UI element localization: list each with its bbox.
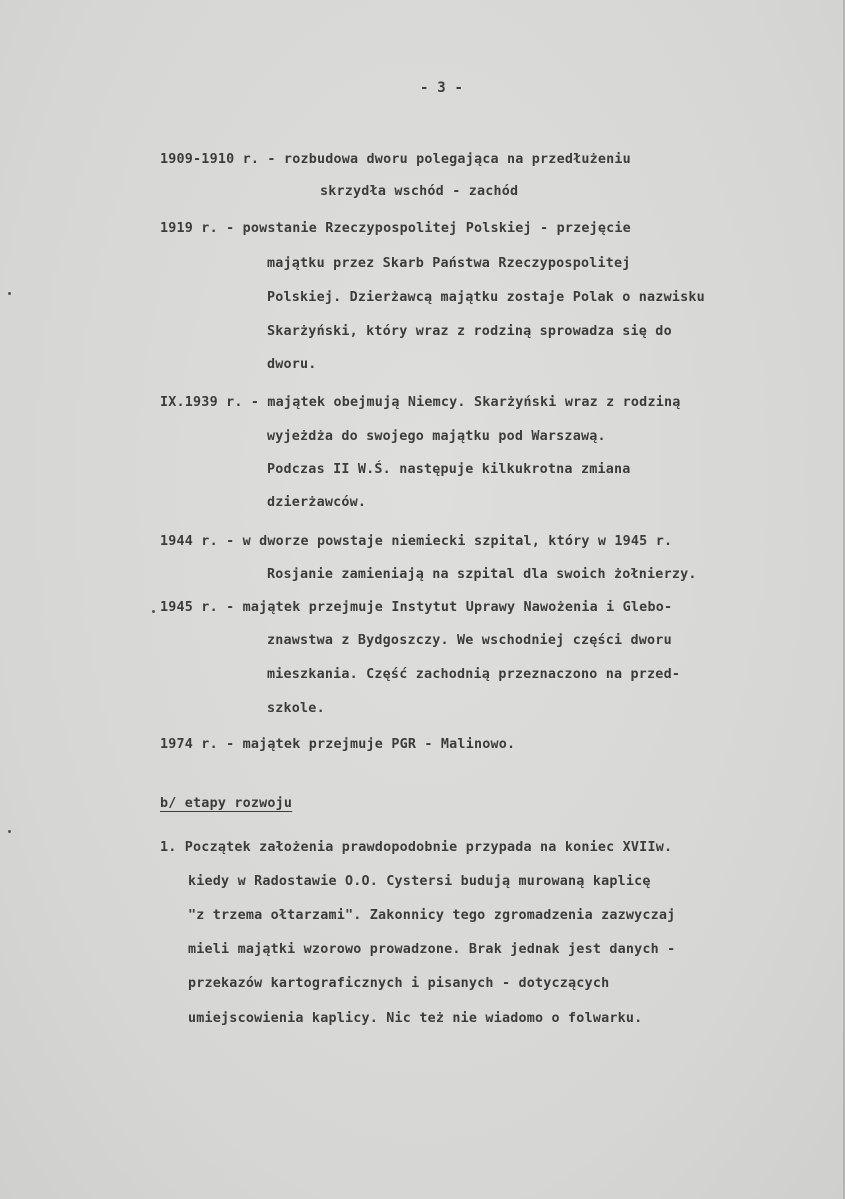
- entry-line: 1945 r. - majątek przejmuje Instytut Uprawy Nawożenia i Glebo-: [160, 600, 673, 615]
- paragraph-line: kiedy w Radostawie O.O. Cystersi budują murowaną kaplicę: [188, 874, 651, 889]
- entry-line: 1909-1910 r. - rozbudowa dworu polegająca na przedłużeniu: [160, 152, 631, 167]
- entry-line: znawstwa z Bydgoszczy. We wschodniej części dworu: [267, 633, 672, 648]
- entry-line: dzierżawców.: [267, 495, 367, 510]
- paragraph-line: umiejscowienia kaplicy. Nic też nie wiadomo o folwarku.: [188, 1011, 643, 1026]
- paragraph-line: "z trzema ołtarzami". Zakonnicy tego zgromadzenia zazwyczaj: [188, 908, 676, 923]
- entry-line: IX.1939 r. - majątek obejmują Niemcy. Skarżyński wraz z rodziną: [160, 395, 681, 410]
- paragraph-line: przekazów kartograficznych i pisanych - dotyczących: [188, 976, 610, 991]
- scan-speck: [8, 830, 11, 833]
- entry-line: szkole.: [267, 701, 325, 716]
- entry-line: Podczas II W.Ś. następuje kilkukrotna zmiana: [267, 462, 631, 477]
- entry-line: Skarżyński, który wraz z rodziną sprowadza się do: [267, 324, 672, 339]
- entry-line: 1974 r. - majątek przejmuje PGR - Malinowo.: [160, 737, 516, 752]
- scan-speck: [8, 292, 11, 295]
- paragraph-line: 1. Początek założenia prawdopodobnie przypada na koniec XVIIw.: [160, 840, 673, 855]
- entry-line: 1944 r. - w dworze powstaje niemiecki szpital, który w 1945 r.: [160, 534, 673, 549]
- entry-line: Rosjanie zamieniają na szpital dla swoich żołnierzy.: [267, 567, 697, 582]
- scan-speck: [152, 610, 155, 613]
- entry-line: majątku przez Skarb Państwa Rzeczypospolitej: [267, 256, 631, 271]
- section-heading: b/ etapy rozwoju: [160, 796, 293, 811]
- entry-line: wyjeżdża do swojego majątku pod Warszawą.: [267, 429, 606, 444]
- page-number: - 3 -: [420, 80, 464, 96]
- entry-line: mieszkania. Część zachodnią przeznaczono na przed-: [267, 667, 681, 682]
- entry-line: dworu.: [267, 357, 317, 372]
- entry-line: 1919 r. - powstanie Rzeczypospolitej Polskiej - przejęcie: [160, 221, 631, 236]
- paragraph-line: mieli majątki wzorowo prowadzone. Brak jednak jest danych -: [188, 942, 676, 957]
- entry-line: Polskiej. Dzierżawcą majątku zostaje Polak o nazwisku: [267, 290, 705, 305]
- entry-line: skrzydła wschód - zachód: [320, 184, 519, 199]
